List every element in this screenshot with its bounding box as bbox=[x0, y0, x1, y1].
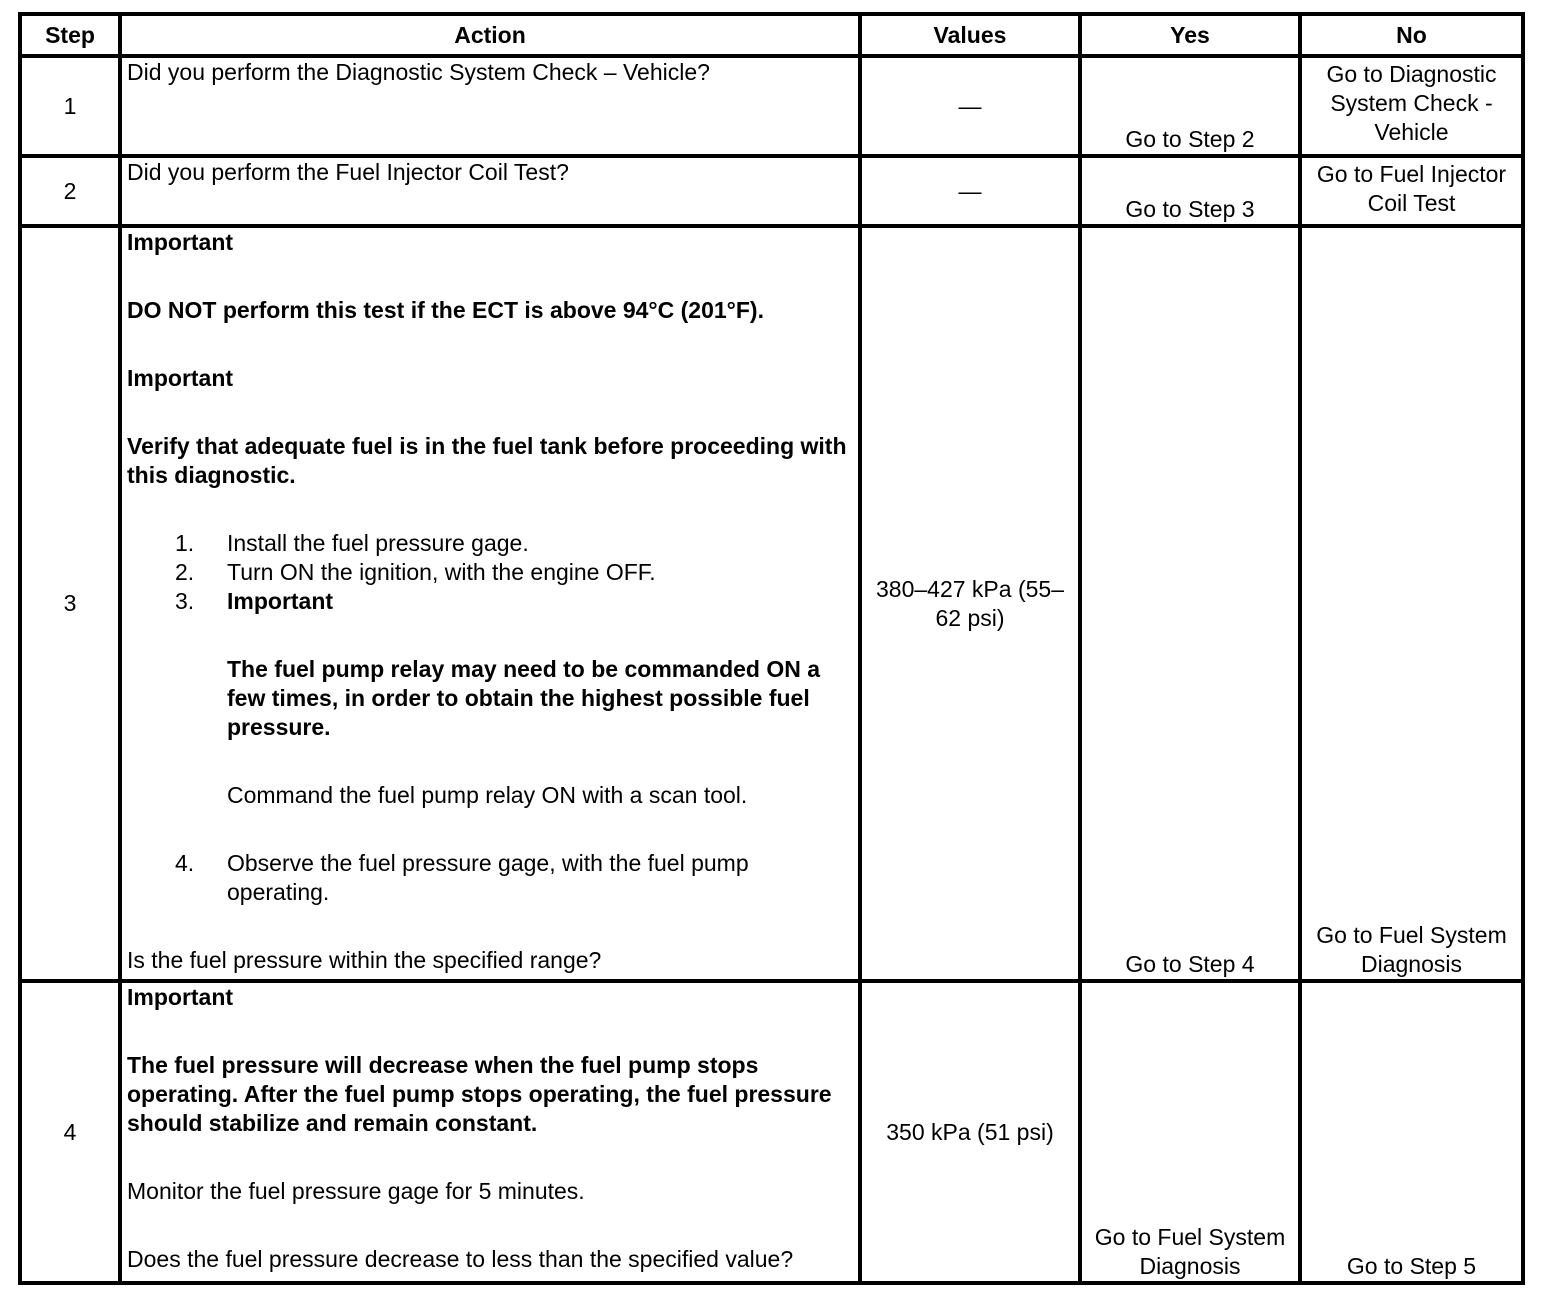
important-text: The fuel pump relay may need to be commanded ON a few times, in order to obtain the highest possible fuel pressure. bbox=[227, 656, 821, 740]
header-yes: Yes bbox=[1080, 14, 1300, 56]
no-cell: Go to Diagnostic System Check - Vehicle bbox=[1300, 56, 1523, 156]
list-item bbox=[175, 587, 853, 849]
substep-text: Turn ON the ignition, with the engine OFF. bbox=[227, 559, 656, 585]
question-text: Is the fuel pressure within the specified range? bbox=[127, 947, 602, 973]
substep-number: 1. bbox=[175, 530, 195, 556]
header-action: Action bbox=[120, 14, 860, 56]
important-text: DO NOT perform this test if the ECT is above 94°C (201°F). bbox=[127, 297, 764, 323]
substep-number: 3. bbox=[175, 588, 195, 614]
important-label: Important bbox=[127, 229, 234, 255]
no-cell: Go to Step 5 bbox=[1300, 981, 1523, 1283]
no-cell: Go to Fuel Injector Coil Test bbox=[1300, 156, 1523, 226]
important-label: Important bbox=[227, 588, 334, 614]
step-number: 2 bbox=[20, 156, 120, 226]
values-cell: — bbox=[860, 56, 1080, 156]
important-label: Important bbox=[127, 365, 234, 391]
action-text: Did you perform the Diagnostic System Check – Vehicle? bbox=[120, 56, 860, 156]
action-cell bbox=[120, 981, 860, 1283]
important-text: The fuel pressure will decrease when the fuel pump stops operating. After the fuel pump stops operating, the fuel pressure should stabilize and remain constant. bbox=[127, 1052, 832, 1136]
values-cell: 380–427 kPa (55–62 psi) bbox=[860, 226, 1080, 981]
header-row bbox=[20, 14, 1523, 56]
values-cell: 350 kPa (51 psi) bbox=[860, 981, 1080, 1283]
instruction-text: Monitor the fuel pressure gage for 5 minutes. bbox=[127, 1178, 585, 1204]
list-item bbox=[175, 849, 853, 907]
yes-cell: Go to Step 4 bbox=[1080, 226, 1300, 981]
action-text: Did you perform the Fuel Injector Coil Test? bbox=[120, 156, 860, 226]
step-number: 4 bbox=[20, 981, 120, 1283]
no-cell: Go to Fuel System Diagnosis bbox=[1300, 226, 1523, 981]
diagnostic-table bbox=[18, 12, 1525, 1285]
list-item bbox=[175, 529, 853, 558]
substep-number: 2. bbox=[175, 559, 195, 585]
yes-cell: Go to Step 2 bbox=[1080, 56, 1300, 156]
step-number: 3 bbox=[20, 226, 120, 981]
list-item bbox=[175, 558, 853, 587]
substep-text: Install the fuel pressure gage. bbox=[227, 530, 529, 556]
substep-number: 4. bbox=[175, 850, 195, 876]
table-row bbox=[20, 226, 1523, 981]
substep-text: Observe the fuel pressure gage, with the fuel pump operating. bbox=[227, 850, 749, 905]
yes-cell: Go to Fuel System Diagnosis bbox=[1080, 981, 1300, 1283]
values-cell: — bbox=[860, 156, 1080, 226]
substep-text: Command the fuel pump relay ON with a scan tool. bbox=[227, 782, 748, 808]
important-label: Important bbox=[127, 984, 234, 1010]
yes-cell: Go to Step 3 bbox=[1080, 156, 1300, 226]
header-no: No bbox=[1300, 14, 1523, 56]
important-text: Verify that adequate fuel is in the fuel tank before proceeding with this diagnostic. bbox=[127, 433, 847, 488]
table-row bbox=[20, 981, 1523, 1283]
table-row bbox=[20, 56, 1523, 156]
header-step: Step bbox=[20, 14, 120, 56]
step-number: 1 bbox=[20, 56, 120, 156]
header-values: Values bbox=[860, 14, 1080, 56]
table-row bbox=[20, 156, 1523, 226]
question-text: Does the fuel pressure decrease to less than the specified value? bbox=[127, 1246, 794, 1272]
action-cell bbox=[120, 226, 860, 981]
substep-list bbox=[127, 529, 853, 907]
